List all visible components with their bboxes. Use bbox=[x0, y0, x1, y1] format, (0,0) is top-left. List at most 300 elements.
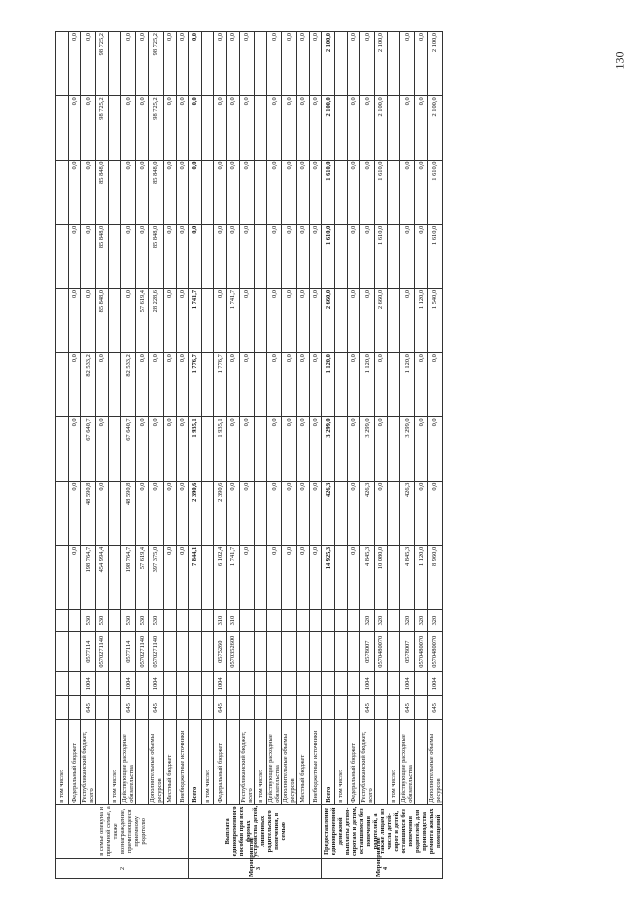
value-cell: 2 390,6 bbox=[189, 481, 202, 545]
value-cell bbox=[56, 224, 69, 288]
value-cell: 0,0 bbox=[427, 353, 442, 417]
vr-code bbox=[56, 610, 69, 632]
rz-pr-code bbox=[375, 672, 388, 696]
grbs-code: 645 bbox=[121, 696, 136, 720]
value-cell: 426,3 bbox=[322, 481, 335, 545]
csr-code: 0577114 bbox=[121, 632, 136, 672]
value-cell bbox=[201, 353, 214, 417]
value-cell: 0,0 bbox=[226, 160, 239, 224]
value-cell bbox=[56, 481, 69, 545]
value-cell: 0,0 bbox=[176, 224, 189, 288]
value-cell: 0,0 bbox=[176, 481, 189, 545]
value-cell bbox=[254, 288, 267, 352]
value-cell: 0,0 bbox=[163, 160, 176, 224]
value-cell: 1 120,0 bbox=[415, 545, 428, 609]
table-row bbox=[201, 32, 214, 879]
value-cell: 0,0 bbox=[282, 160, 297, 224]
value-cell: 0,0 bbox=[189, 224, 202, 288]
grbs-code: 645 bbox=[148, 696, 163, 720]
grbs-code bbox=[56, 696, 69, 720]
csr-code: 0578007 bbox=[360, 632, 375, 672]
value-cell: 0,0 bbox=[400, 32, 415, 96]
csr-code bbox=[254, 632, 267, 672]
value-cell: 0,0 bbox=[121, 160, 136, 224]
value-cell: 0,0 bbox=[282, 96, 297, 160]
table-row bbox=[334, 32, 347, 879]
value-cell: 48 590,8 bbox=[121, 481, 136, 545]
csr-code: 0575260 bbox=[214, 632, 227, 672]
value-cell: 0,0 bbox=[239, 224, 254, 288]
vr-code: 530 bbox=[81, 610, 96, 632]
csr-code bbox=[201, 632, 214, 672]
csr-code: 0570352600 bbox=[226, 632, 239, 672]
value-cell: 0,0 bbox=[176, 96, 189, 160]
value-cell: 0,0 bbox=[267, 224, 282, 288]
value-cell: 0,0 bbox=[267, 481, 282, 545]
grbs-code bbox=[136, 696, 149, 720]
table-row bbox=[322, 32, 335, 879]
value-cell: 0,0 bbox=[68, 224, 81, 288]
value-cell bbox=[254, 481, 267, 545]
value-cell: 0,0 bbox=[121, 32, 136, 96]
value-cell: 1 610,0 bbox=[375, 224, 388, 288]
value-cell bbox=[334, 32, 347, 96]
table-row bbox=[360, 32, 375, 879]
value-cell: 0,0 bbox=[68, 160, 81, 224]
value-cell: 1 610,0 bbox=[427, 224, 442, 288]
grbs-code: 645 bbox=[427, 696, 442, 720]
value-cell: 0,0 bbox=[347, 417, 360, 481]
value-cell: 0,0 bbox=[282, 545, 297, 609]
grbs-code: 645 bbox=[360, 696, 375, 720]
value-cell: 1 610,0 bbox=[375, 160, 388, 224]
value-cell: 1 935,1 bbox=[214, 417, 227, 481]
value-cell: 0,0 bbox=[309, 96, 322, 160]
value-cell: 0,0 bbox=[347, 224, 360, 288]
funding-source: Действующие расходные обязательства bbox=[400, 720, 415, 804]
value-cell: 57 619,4 bbox=[136, 288, 149, 352]
value-cell bbox=[56, 32, 69, 96]
table-row bbox=[163, 32, 176, 879]
rz-pr-code bbox=[415, 672, 428, 696]
vr-code bbox=[108, 610, 121, 632]
value-cell: 0,0 bbox=[375, 417, 388, 481]
value-cell: 0,0 bbox=[176, 545, 189, 609]
value-cell: 0,0 bbox=[136, 224, 149, 288]
table-row bbox=[309, 32, 322, 879]
rz-pr-code bbox=[68, 672, 81, 696]
value-cell: 0,0 bbox=[68, 32, 81, 96]
value-cell: 0,0 bbox=[427, 481, 442, 545]
value-cell: 0,0 bbox=[347, 160, 360, 224]
value-cell: 0,0 bbox=[309, 288, 322, 352]
rz-pr-code bbox=[347, 672, 360, 696]
value-cell: 0,0 bbox=[239, 288, 254, 352]
value-cell: 0,0 bbox=[297, 417, 310, 481]
csr-code bbox=[267, 632, 282, 672]
value-cell: 0,0 bbox=[239, 32, 254, 96]
value-cell: 2 660,0 bbox=[375, 288, 388, 352]
grbs-code bbox=[189, 696, 202, 720]
csr-code: 0570271140 bbox=[136, 632, 149, 672]
value-cell bbox=[387, 417, 400, 481]
rz-pr-code: 1004 bbox=[214, 672, 227, 696]
vr-code bbox=[189, 610, 202, 632]
value-cell: 0,0 bbox=[400, 96, 415, 160]
table-row bbox=[375, 32, 388, 879]
csr-code: 0578007 bbox=[400, 632, 415, 672]
vr-code bbox=[163, 610, 176, 632]
csr-code: 0570271140 bbox=[96, 632, 109, 672]
value-cell bbox=[254, 545, 267, 609]
funding-source: Федеральный бюджет bbox=[214, 720, 227, 804]
value-cell: 0,0 bbox=[400, 160, 415, 224]
value-cell: 2 100,0 bbox=[322, 32, 335, 96]
value-cell: 0,0 bbox=[297, 353, 310, 417]
csr-code: 0570480070 bbox=[415, 632, 428, 672]
value-cell: 0,0 bbox=[163, 32, 176, 96]
value-cell bbox=[108, 353, 121, 417]
value-cell bbox=[56, 353, 69, 417]
value-cell: 0,0 bbox=[415, 224, 428, 288]
vr-code bbox=[254, 610, 267, 632]
measure-description: Предоставление единовременной денежной выплаты детям-сиротам и детям, оставшимся без попечения родителей, а также лицам из числа детей-сирот и детей, оставшихся без попечения родителей, для производства ремонта жилых помещений bbox=[322, 804, 443, 858]
value-cell: 0,0 bbox=[96, 353, 109, 417]
value-cell bbox=[108, 545, 121, 609]
value-cell: 1 120,0 bbox=[400, 353, 415, 417]
table-row bbox=[400, 32, 415, 879]
value-cell: 0,0 bbox=[347, 481, 360, 545]
value-cell bbox=[334, 353, 347, 417]
funding-source: Местный бюджет bbox=[163, 720, 176, 804]
value-cell: 0,0 bbox=[309, 545, 322, 609]
value-cell: 0,0 bbox=[68, 353, 81, 417]
table-row bbox=[282, 32, 297, 879]
value-cell: 0,0 bbox=[297, 545, 310, 609]
value-cell: 0,0 bbox=[226, 417, 239, 481]
value-cell bbox=[201, 224, 214, 288]
value-cell: 0,0 bbox=[239, 96, 254, 160]
grbs-code: 645 bbox=[81, 696, 96, 720]
grbs-code bbox=[309, 696, 322, 720]
value-cell: 426,3 bbox=[360, 481, 375, 545]
grbs-code: 645 bbox=[400, 696, 415, 720]
value-cell: 0,0 bbox=[360, 96, 375, 160]
value-cell: 0,0 bbox=[163, 353, 176, 417]
value-cell: 0,0 bbox=[214, 160, 227, 224]
value-cell: 0,0 bbox=[163, 224, 176, 288]
vr-code: 320 bbox=[360, 610, 375, 632]
funding-source bbox=[415, 720, 428, 804]
value-cell bbox=[56, 160, 69, 224]
grbs-code bbox=[239, 696, 254, 720]
value-cell bbox=[56, 545, 69, 609]
value-cell: 85 848,0 bbox=[96, 160, 109, 224]
value-cell: 0,0 bbox=[214, 32, 227, 96]
grbs-code bbox=[282, 696, 297, 720]
funding-source: в том числе: bbox=[387, 720, 400, 804]
rz-pr-code bbox=[108, 672, 121, 696]
table-row bbox=[81, 32, 96, 879]
rz-pr-code: 1004 bbox=[121, 672, 136, 696]
value-cell: 3 299,0 bbox=[360, 417, 375, 481]
value-cell bbox=[201, 481, 214, 545]
value-cell: 1 741,7 bbox=[226, 545, 239, 609]
value-cell: 0,0 bbox=[163, 96, 176, 160]
value-cell: 0,0 bbox=[360, 288, 375, 352]
value-cell: 0,0 bbox=[81, 224, 96, 288]
grbs-code bbox=[176, 696, 189, 720]
vr-code bbox=[334, 610, 347, 632]
value-cell: 0,0 bbox=[189, 160, 202, 224]
csr-code bbox=[297, 632, 310, 672]
table-row bbox=[254, 32, 267, 879]
value-cell: 0,0 bbox=[163, 481, 176, 545]
funding-source: Федеральный бюджет bbox=[347, 720, 360, 804]
value-cell: 0,0 bbox=[400, 224, 415, 288]
rz-pr-code bbox=[254, 672, 267, 696]
rz-pr-code bbox=[176, 672, 189, 696]
funding-source: Дополнительные объемы ресурсов bbox=[282, 720, 297, 804]
value-cell: 0,0 bbox=[68, 481, 81, 545]
funding-source bbox=[136, 720, 149, 804]
value-cell: 0,0 bbox=[375, 353, 388, 417]
value-cell: 0,0 bbox=[239, 353, 254, 417]
csr-code bbox=[163, 632, 176, 672]
value-cell: 0,0 bbox=[267, 417, 282, 481]
value-cell bbox=[108, 481, 121, 545]
value-cell: 0,0 bbox=[297, 481, 310, 545]
grbs-code bbox=[68, 696, 81, 720]
value-cell: 2 100,0 bbox=[375, 32, 388, 96]
value-cell: 1 935,1 bbox=[189, 417, 202, 481]
value-cell: 1 610,0 bbox=[322, 160, 335, 224]
funding-source bbox=[226, 720, 239, 804]
rz-pr-code: 1004 bbox=[148, 672, 163, 696]
funding-source: в том числе: bbox=[108, 720, 121, 804]
value-cell: 1 610,0 bbox=[427, 160, 442, 224]
value-cell: 0,0 bbox=[81, 160, 96, 224]
csr-code bbox=[322, 632, 335, 672]
measure-label: Мероприятие 3 bbox=[189, 858, 322, 878]
value-cell bbox=[334, 417, 347, 481]
rz-pr-code bbox=[136, 672, 149, 696]
value-cell bbox=[387, 224, 400, 288]
rz-pr-code bbox=[282, 672, 297, 696]
value-cell: 426,3 bbox=[400, 481, 415, 545]
rz-pr-code bbox=[297, 672, 310, 696]
value-cell: 0,0 bbox=[136, 417, 149, 481]
value-cell: 0,0 bbox=[68, 288, 81, 352]
table-row bbox=[136, 32, 149, 879]
grbs-code bbox=[108, 696, 121, 720]
csr-code bbox=[282, 632, 297, 672]
vr-code: 530 bbox=[121, 610, 136, 632]
value-cell: 0,0 bbox=[148, 417, 163, 481]
rz-pr-code bbox=[334, 672, 347, 696]
value-cell: 1 540,0 bbox=[427, 288, 442, 352]
value-cell: 14 925,3 bbox=[322, 545, 335, 609]
value-cell: 0,0 bbox=[309, 160, 322, 224]
value-cell: 0,0 bbox=[415, 160, 428, 224]
vr-code: 530 bbox=[136, 610, 149, 632]
csr-code bbox=[387, 632, 400, 672]
vr-code bbox=[347, 610, 360, 632]
value-cell: 0,0 bbox=[282, 224, 297, 288]
rz-pr-code bbox=[96, 672, 109, 696]
funding-source: в том числе: bbox=[201, 720, 214, 804]
csr-code bbox=[189, 632, 202, 672]
grbs-code bbox=[334, 696, 347, 720]
value-cell: 1 120,0 bbox=[415, 288, 428, 352]
value-cell: 0,0 bbox=[309, 224, 322, 288]
value-cell: 2 100,0 bbox=[322, 96, 335, 160]
funding-source: в том числе: bbox=[254, 720, 267, 804]
value-cell: 0,0 bbox=[81, 32, 96, 96]
value-cell: 0,0 bbox=[136, 32, 149, 96]
value-cell bbox=[254, 224, 267, 288]
funding-source: в том числе: bbox=[334, 720, 347, 804]
value-cell: 0,0 bbox=[176, 417, 189, 481]
value-cell bbox=[254, 353, 267, 417]
value-cell: 397 375,0 bbox=[148, 545, 163, 609]
value-cell: 98 725,2 bbox=[96, 96, 109, 160]
value-cell: 0,0 bbox=[176, 160, 189, 224]
value-cell: 0,0 bbox=[297, 288, 310, 352]
table-row bbox=[297, 32, 310, 879]
value-cell: 0,0 bbox=[400, 288, 415, 352]
value-cell: 0,0 bbox=[239, 160, 254, 224]
value-cell: 0,0 bbox=[163, 417, 176, 481]
csr-code bbox=[334, 632, 347, 672]
value-cell bbox=[201, 417, 214, 481]
value-cell bbox=[56, 96, 69, 160]
table-row bbox=[427, 32, 442, 879]
value-cell: 82 533,2 bbox=[81, 353, 96, 417]
value-cell: 0,0 bbox=[282, 288, 297, 352]
value-cell: 0,0 bbox=[136, 96, 149, 160]
vr-code: 530 bbox=[148, 610, 163, 632]
table-row bbox=[347, 32, 360, 879]
value-cell: 0,0 bbox=[189, 96, 202, 160]
table-row bbox=[226, 32, 239, 879]
csr-code: 0577114 bbox=[81, 632, 96, 672]
csr-code: 0570480070 bbox=[375, 632, 388, 672]
value-cell: 0,0 bbox=[297, 224, 310, 288]
funding-source: Действующие расходные обязательства bbox=[121, 720, 136, 804]
value-cell: 8 960,0 bbox=[427, 545, 442, 609]
value-cell: 0,0 bbox=[267, 545, 282, 609]
table-row bbox=[415, 32, 428, 879]
table-row bbox=[214, 32, 227, 879]
value-cell: 0,0 bbox=[239, 417, 254, 481]
value-cell: 0,0 bbox=[415, 353, 428, 417]
value-cell: 0,0 bbox=[427, 417, 442, 481]
vr-code: 310 bbox=[226, 610, 239, 632]
csr-code bbox=[239, 632, 254, 672]
value-cell: 57 619,4 bbox=[136, 545, 149, 609]
value-cell bbox=[201, 96, 214, 160]
value-cell: 0,0 bbox=[309, 32, 322, 96]
grbs-code bbox=[254, 696, 267, 720]
value-cell: 0,0 bbox=[226, 353, 239, 417]
table-row bbox=[189, 32, 202, 879]
value-cell: 0,0 bbox=[415, 32, 428, 96]
rz-pr-code bbox=[226, 672, 239, 696]
value-cell: 85 848,0 bbox=[96, 288, 109, 352]
value-cell bbox=[387, 481, 400, 545]
value-cell bbox=[56, 417, 69, 481]
vr-code: 320 bbox=[415, 610, 428, 632]
value-cell: 1 741,7 bbox=[226, 288, 239, 352]
value-cell: 3 299,0 bbox=[400, 417, 415, 481]
funding-source: Местный бюджет bbox=[297, 720, 310, 804]
value-cell: 0,0 bbox=[297, 32, 310, 96]
value-cell: 0,0 bbox=[415, 96, 428, 160]
value-cell bbox=[254, 160, 267, 224]
grbs-code: 645 bbox=[214, 696, 227, 720]
rz-pr-code: 1004 bbox=[427, 672, 442, 696]
funding-source: Внебюджетные источники bbox=[176, 720, 189, 804]
value-cell: 0,0 bbox=[282, 32, 297, 96]
value-cell bbox=[201, 160, 214, 224]
value-cell: 0,0 bbox=[121, 288, 136, 352]
value-cell: 0,0 bbox=[214, 96, 227, 160]
value-cell: 0,0 bbox=[347, 32, 360, 96]
value-cell: 0,0 bbox=[360, 32, 375, 96]
rz-pr-code bbox=[163, 672, 176, 696]
value-cell bbox=[334, 96, 347, 160]
rz-pr-code bbox=[387, 672, 400, 696]
value-cell: 67 640,7 bbox=[81, 417, 96, 481]
value-cell: 0,0 bbox=[282, 417, 297, 481]
value-cell: 6 102,4 bbox=[214, 545, 227, 609]
value-cell: 0,0 bbox=[267, 96, 282, 160]
csr-code bbox=[347, 632, 360, 672]
rotated-page bbox=[55, 31, 586, 879]
value-cell: 0,0 bbox=[226, 96, 239, 160]
value-cell: 0,0 bbox=[226, 481, 239, 545]
value-cell bbox=[254, 417, 267, 481]
measure-description: в семье опекуна и приемной семье, а также вознаграждение, причитающееся приемному родителю bbox=[56, 804, 189, 858]
funding-source bbox=[375, 720, 388, 804]
value-cell: 0,0 bbox=[282, 353, 297, 417]
table-row bbox=[267, 32, 282, 879]
value-cell: 1 610,0 bbox=[322, 224, 335, 288]
value-cell: 85 848,0 bbox=[96, 224, 109, 288]
value-cell: 0,0 bbox=[136, 353, 149, 417]
grbs-code bbox=[267, 696, 282, 720]
value-cell: 0,0 bbox=[68, 417, 81, 481]
value-cell bbox=[108, 160, 121, 224]
value-cell: 1 120,0 bbox=[360, 353, 375, 417]
funding-source: Федеральный бюджет bbox=[68, 720, 81, 804]
page-number: 130 bbox=[612, 51, 627, 69]
value-cell: 0,0 bbox=[360, 160, 375, 224]
value-cell bbox=[334, 224, 347, 288]
rz-pr-code bbox=[309, 672, 322, 696]
value-cell: 0,0 bbox=[347, 353, 360, 417]
value-cell: 48 590,8 bbox=[81, 481, 96, 545]
grbs-code bbox=[375, 696, 388, 720]
value-cell: 0,0 bbox=[309, 353, 322, 417]
value-cell: 0,0 bbox=[267, 32, 282, 96]
vr-code: 320 bbox=[427, 610, 442, 632]
value-cell: 0,0 bbox=[239, 545, 254, 609]
value-cell: 0,0 bbox=[176, 32, 189, 96]
funding-source: в том числе: bbox=[56, 720, 69, 804]
value-cell: 1 776,7 bbox=[214, 353, 227, 417]
